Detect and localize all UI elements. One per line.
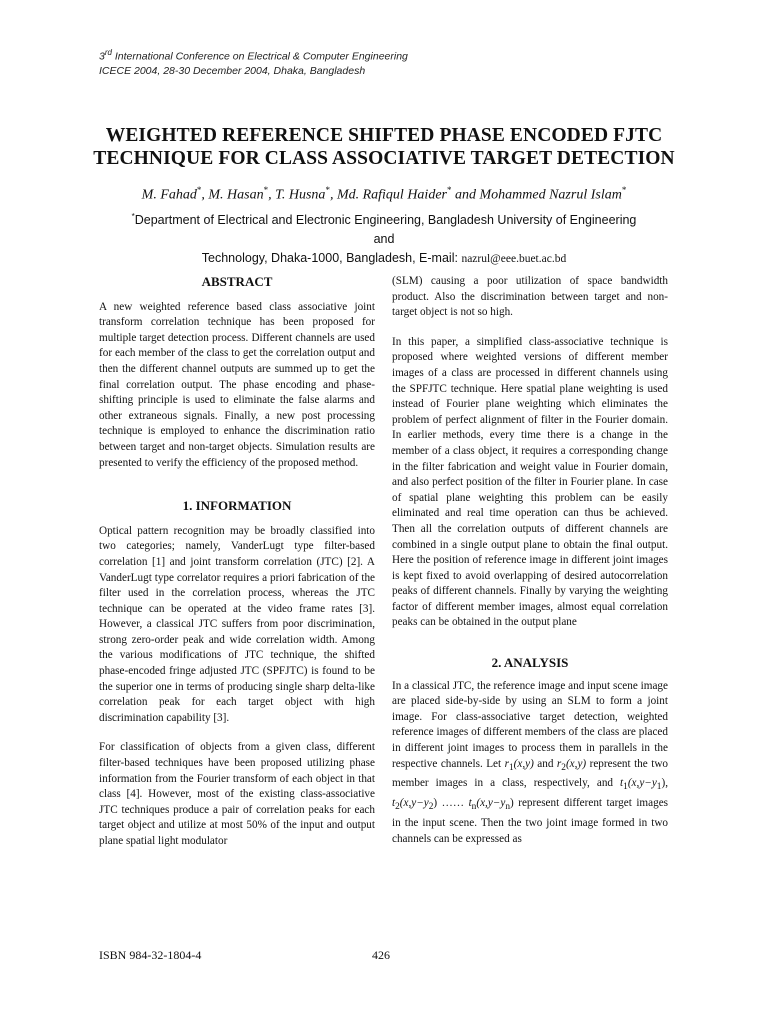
paper-title xyxy=(60,124,708,170)
author: Mohammed Nazrul Islam xyxy=(479,187,622,203)
affiliation xyxy=(130,207,638,269)
conference-header xyxy=(99,46,408,78)
conference-line1: 3rd International Conference on Electrical & Computer Engineering xyxy=(99,48,408,63)
author: M. Fahad xyxy=(141,187,197,203)
email-link[interactable]: nazrul@eee.buet.ac.bd xyxy=(461,253,567,266)
conference-line2: ICECE 2004, 28-30 December 2004, Dhaka, Bangladesh xyxy=(99,64,366,77)
author: M. Hasan xyxy=(208,187,264,203)
abstract-heading: ABSTRACT xyxy=(201,274,273,289)
section2-paragraph: In a classical JTC, the reference image and input scene image are placed side-by-side by using an SLM to form a joint image. For class-associative target detection, weighted reference images of different members of the class are placed in different joint images to process them in parallels in the respective channels. Let $r_1(x,y)$ and $r_2(x,y)$ represent the two member images in a class, respectively, and $t_1(x,y-y_1)$, $t_2(x,y-y_2)$ …… $t_n(x,y-y_n)$ represent different target images in the input scene. Then the two joint image formed in two channels can be expressed as xyxy=(392,679,669,845)
section1-paragraph: (SLM) causing a poor utilization of space bandwidth product. Also the discrimination between target and non-target object is not so high. xyxy=(392,275,668,319)
left-column xyxy=(99,274,375,850)
page-number: 426 xyxy=(372,948,390,962)
abstract-text: A new weighted reference based class associative joint transform correlation technique has been proposed for multiple target detection process. Different channels are used for each member of the class to get the correlation output and then the different channel outputs are summed up to get the final correlation output. The phase encoding and phase-shifting principle is used to eliminate the false alarms and other extraneous signals. Finally, a new post processing technique is employed to enhance the discrimination ratio between target and non-target objects. Simulation results are presented to verify the efficiency of the proposed method. xyxy=(99,300,375,469)
author-list: M. Fahad*, M. Hasan*, T. Husna*, Md. Rafiqul Haider* and Mohammed Nazrul Islam* xyxy=(141,185,627,203)
title-line1: WEIGHTED REFERENCE SHIFTED PHASE ENCODED FJTC xyxy=(105,125,663,146)
author: T. Husna xyxy=(275,187,326,203)
section1-paragraph: In this paper, a simplified class-associative technique is proposed where weighted versions of different member images of a class are processed in different channels using the SPFJTC technique. Here spatial plane weighting is used instead of Fourier plane weighting which eliminates the problem of perfect alignment of filter in the Fourier domain. In earlier methods, every time there is a change in the member of a class object, it requires a corresponding change in the filter fabrication and weight value in Fourier domain, and also perfect position of the filter in Fourier plane. In case of spatial plane weighting this problem can be easily eliminated and real time operation can thus be achieved. Then all the correlation outputs of different channels are combined in a single output plane to obtain the final output. Here the position of reference image in different joint images is kept fixed to avoid overlapping of desired autocorrelation peaks of different channels. Finally by varying the weighting factor of different member images, almost equal correlation peaks can be obtained in the output plane xyxy=(392,335,668,629)
section1-paragraph: Optical pattern recognition may be broadly classified into two categories; namely, VanderLugt type filter-based correlation [1] and joint transform correlation (JTC) [2]. A VanderLugt type correlator requires a priori fabrication of the filter used in the correlation process, whereas the JTC technique can be operated at the video frame rates [3]. However, a classical JTC suffers from poor discrimination, strong zero-order peak and wide correlation width. Among the various modifications of JTC technique, the shifted phase-encoded fringe adjusted JTC (SPFJTC) is found to be the superior one in terms of producing single sharp delta-like correlation peak for each target object with high discrimination capability [3]. xyxy=(99,524,375,724)
affiliation-line1: *Department of Electrical and Electronic Engineering, Bangladesh University of Engineering and xyxy=(131,212,637,247)
section1-heading: 1. INFORMATION xyxy=(182,498,292,514)
right-column xyxy=(392,274,668,847)
title-line2: TECHNIQUE FOR CLASS ASSOCIATIVE TARGET DETECTION xyxy=(93,148,675,169)
author: Md. Rafiqul Haider xyxy=(336,187,447,203)
affiliation-line2: Technology, Dhaka-1000, Bangladesh, E-mail: nazrul@eee.buet.ac.bd xyxy=(201,251,567,266)
section1-paragraph: For classification of objects from a given class, different filter-based techniques have been proposed utilizing phase information from the Fourier transform of each object in that class [4]. However, most of the existing class-associative JTC techniques produce a pair of correlation peaks for each target object and utilize at most 50% of the input and output plane spatial light modulator xyxy=(99,741,375,847)
isbn-footer: ISBN 984-32-1804-4 xyxy=(99,948,202,962)
section2-heading: 2. ANALYSIS xyxy=(491,655,569,671)
